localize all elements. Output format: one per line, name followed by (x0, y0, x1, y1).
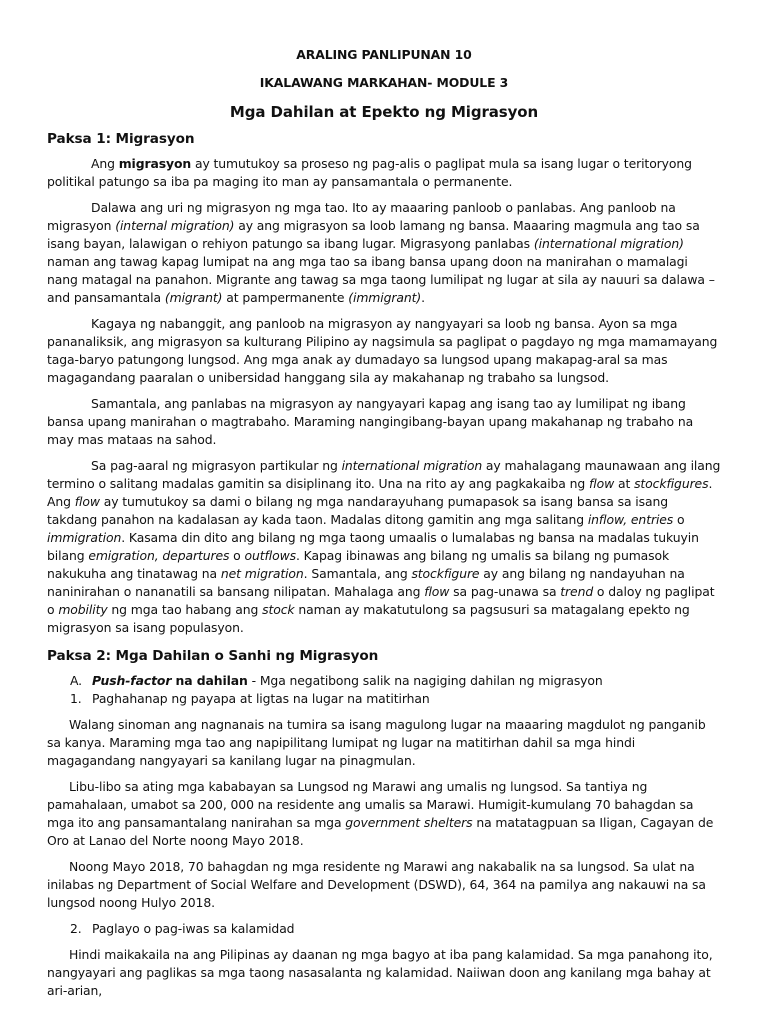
list-marker: 1. (70, 691, 82, 706)
section-heading-paksa-1: Paksa 1: Migrasyon (47, 131, 195, 147)
module-label: IKALAWANG MARKAHAN- MODULE 3 (259, 75, 509, 90)
list-item-1: 1. Paghahanap ng payapa at ligtas na lugar na matitirhan (70, 691, 430, 706)
paragraph-1: Ang migrasyon ay tumutukoy sa proseso ng pag-alis o paglipat mula sa isang lugar o teritoryong politikal patungo sa iba pa maging ito man ay pansamantala o permanente. (47, 156, 692, 189)
paragraph-2: Dalawa ang uri ng migrasyon ng mga tao. Ito ay maaaring panloob o panlabas. Ang panloob na migrasyon (internal migration) ay ang migrasyon sa loob lamang ng bansa. Maaaring magmula ang tao sa isang bayan, lalawigan o rehiyon patungo sa ibang lugar. Migrasyong panlabas (international migration) naman ang tawag kapag lumipat na ang mga tao sa ibang bansa upang doon na manirahan o mamalagi nang matagal na panahon. Migrante ang tawag sa mga taong lumilipat ng lugar at sila ay nauuri sa dalawa – and pansamantala (migrant) at pampermanente (immigrant). (47, 200, 715, 305)
list-item-2: 2. Paglayo o pag-iwas sa kalamidad (70, 921, 295, 936)
paragraph-7: Libu-libo sa ating mga kababayan sa Lungsod ng Marawi ang umalis ng lungsod. Sa tantiya ng pamahalaan, umabot sa 200, 000 na residente ang umalis sa Marawi. Humigit-kumulang 70 bahagdan sa mga ito ang pansamantalang nanirahan sa mga government shelters na matatagpuan sa Iligan, Cagayan de Oro at Lanao del Norte noong Mayo 2018. (47, 779, 714, 848)
paragraph-5: Sa pag-aaral ng migrasyon partikular ng international migration ay mahalagang maunawaan ang ilang termino o salitang madalas gamitin sa disiplinang ito. Una na rito ay ang pagkakaiba ng flow at stockfigures. Ang flow ay tumutukoy sa dami o bilang ng mga nandarayuhang pumapasok sa isang bansa sa isang takdang panahon na kadalasan ay kada taon. Madalas ditong gamitin ang mga salitang inflow, entries o immigration. Kasama din dito ang bilang ng mga taong umaalis o lumalabas ng bansa na madalas tukuyin bilang emigration, departures o outflows. Kapag ibinawas ang bilang ng umalis sa bilang ng pumasok nakukuha ang tinatawag na net migration. Samantala, ang stockfigure ay ang bilang ng nandayuhan na naninirahan o nananatili sa bansang nilipatan. Mahalaga ang flow sa pag-unawa sa trend o daloy ng paglipat o mobility ng mga tao habang ang stock naman ay makatutulong sa pagsusuri sa matagalang epekto ng migrasyon sa isang populasyon. (47, 458, 721, 635)
paragraph-8: Noong Mayo 2018, 70 bahagdan ng mga residente ng Marawi ang nakabalik na sa lungsod. Sa ulat na inilabas ng Department of Social Welfare and Development (DSWD), 64, 364 na pamilya ang nakauwi na sa lungsod noong Hulyo 2018. (47, 859, 706, 910)
paragraph-4: Samantala, ang panlabas na migrasyon ay nangyayari kapag ang isang tao ay lumilipat ng ibang bansa upang manirahan o magtrabaho. Maraming nangingibang-bayan upang makahanap ng trabaho na may mas mataas na sahod. (47, 396, 694, 447)
list-item-a: A. Push-factor na dahilan - Mga negatibong salik na nagiging dahilan ng migrasyon (70, 673, 603, 688)
list-marker: 2. (70, 921, 82, 936)
paragraph-3: Kagaya ng nabanggit, ang panloob na migrasyon ay nangyayari sa loob ng bansa. Ayon sa mga pananaliksik, ang migrasyon sa kulturang Pilipino ay nagsimula sa paglipat o pagdayo ng mga mamamayang taga-baryo patungong lungsod. Ang mga anak ay dumadayo sa lungsod upang makapag-aral sa mas magagandang paaralan o unibersidad hanggang sila ay makahanap ng trabaho sa lungsod. (47, 316, 718, 385)
paragraph-6: Walang sinoman ang nagnanais na tumira sa isang magulong lugar na maaaring magdulot ng panganib sa kanya. Maraming mga tao ang napipilitang lumipat ng lugar na matitirhan dahil sa mga hindi magagandang nangyayari sa kanilang lugar na pinagmulan. (47, 717, 706, 768)
paragraph-9: Hindi maikakaila na ang Pilipinas ay daanan ng mga bagyo at iba pang kalamidad. Sa mga panahong ito, nangyayari ang paglikas sa mga taong nasasalanta ng kalamidad. Naiiwan doon ang kanilang mga bahay at ari-arian, (47, 947, 713, 998)
section-heading-paksa-2: Paksa 2: Mga Dahilan o Sanhi ng Migrasyon (47, 648, 379, 664)
term-migrasyon: migrasyon (118, 156, 192, 171)
subject-label: ARALING PANLIPUNAN 10 (296, 47, 472, 62)
list-marker: A. (70, 673, 82, 688)
document-title: Mga Dahilan at Epekto ng Migrasyon (229, 103, 539, 121)
